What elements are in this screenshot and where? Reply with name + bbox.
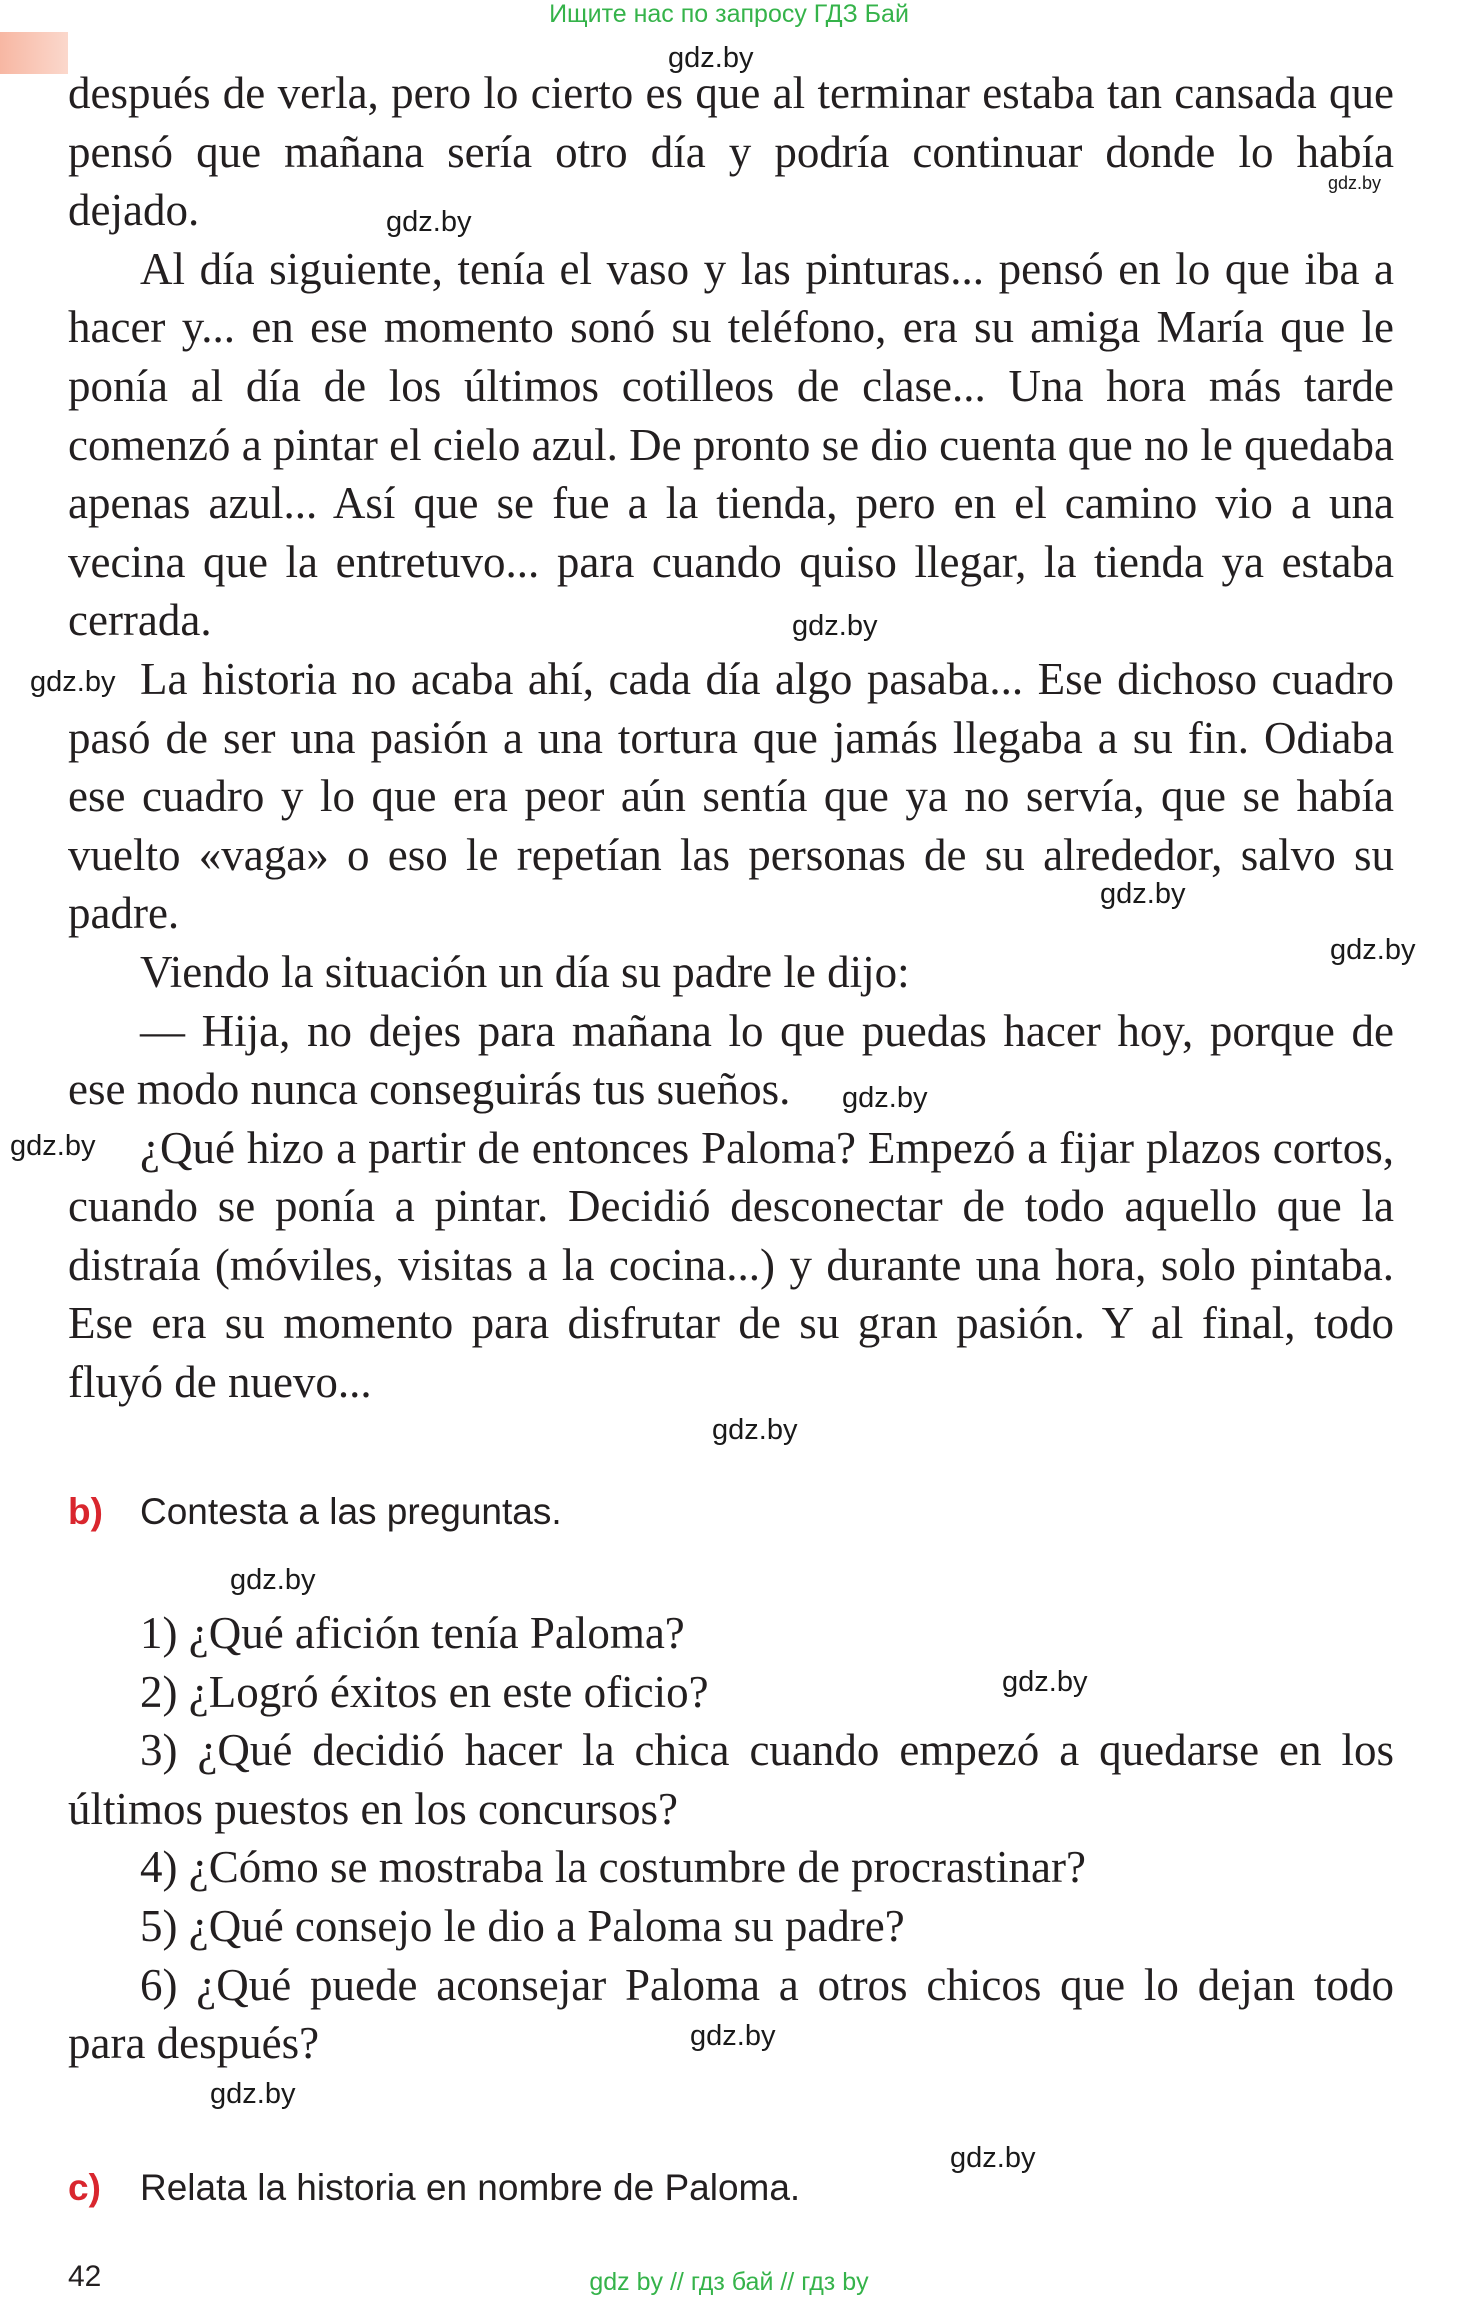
page-number: 42 bbox=[68, 2260, 102, 2293]
watermark: gdz.by bbox=[1002, 1666, 1088, 1698]
question-list bbox=[68, 1604, 1394, 2073]
question-item: 1) ¿Qué afición tenía Paloma? bbox=[140, 1608, 685, 1658]
page-corner-tab bbox=[0, 32, 68, 74]
story-paragraph: Al día siguiente, tenía el vaso y las pinturas... pensó en lo que iba a hacer y... en ese momento sonó su teléfono, era su amiga María que le ponía al día de los últimos cotilleos de clase... Una hora más tarde comenzó a pintar el cielo azul. De pronto se dio cuenta que no le quedaba apenas azul... Así que se fue a la tienda, pero en el camino vio a una vecina que la entretuvo... para cuando quiso llegar, la tienda ya estaba cerrada. bbox=[68, 243, 1394, 646]
watermark: gdz.by bbox=[950, 2142, 1036, 2174]
watermark: gdz.by bbox=[668, 42, 754, 74]
section-c-heading bbox=[68, 2166, 800, 2210]
story-paragraph: Viendo la situación un día su padre le dijo: bbox=[140, 946, 910, 997]
watermark: gdz.by bbox=[712, 1414, 798, 1446]
story-text bbox=[68, 64, 1394, 1412]
watermark: gdz.by bbox=[210, 2078, 296, 2110]
watermark: gdz.by bbox=[30, 666, 116, 698]
question-item: 4) ¿Cómo se mostraba la costumbre de procrastinar? bbox=[140, 1842, 1086, 1893]
section-letter: c) bbox=[68, 2167, 101, 2208]
watermark: gdz.by bbox=[386, 206, 472, 238]
watermark: gdz.by bbox=[690, 2020, 776, 2052]
question-item: 3) ¿Qué decidió hacer la chica cuando empezó a quedarse en los últimos puestos en los concursos? bbox=[68, 1725, 1394, 1834]
section-label: Contesta a las preguntas. bbox=[140, 1491, 562, 1532]
top-banner[interactable]: Ищите нас по запросу ГДЗ Бай bbox=[549, 0, 909, 28]
dialogue-line: — Hija, no dejes para mañana lo que puedas hacer hoy, porque de ese modo nunca conseguirás tus sueños. bbox=[68, 1005, 1394, 1115]
question-item: 2) ¿Logró éxitos en este oficio? bbox=[140, 1666, 709, 1717]
question-item: 5) ¿Qué consejo le dio a Paloma su padre? bbox=[140, 1900, 905, 1951]
watermark: gdz.by bbox=[792, 610, 878, 642]
watermark: gdz.by bbox=[1328, 173, 1382, 193]
story-paragraph: La historia no acaba ahí, cada día algo pasaba... Ese dichoso cuadro pasó de ser una pasión a una tortura que jamás llegaba a su fin. Odiaba ese cuadro y lo que era peor aún sentía que ya no servía, que se había vuelto «vaga» o eso le repetían las personas de su alrededor, salvo su padre. bbox=[68, 653, 1394, 939]
story-paragraph: ¿Qué hizo a partir de entonces Paloma? Empezó a fijar plazos cortos, cuando se ponía a pintar. Decidió desconectar de todo aquello que la distraía (móviles, visitas a la cocina...) y durante una hora, solo pintaba. Ese era su momento para disfrutar de su gran pasión. Y al final, todo fluyó de nuevo... bbox=[68, 1122, 1394, 1408]
footer-links[interactable]: gdz by // гдз бай // гдз by bbox=[589, 2268, 869, 2296]
watermark: gdz.by bbox=[1100, 878, 1186, 910]
section-label: Relata la historia en nombre de Paloma. bbox=[140, 2167, 801, 2208]
watermark: gdz.by bbox=[842, 1082, 928, 1114]
section-b-heading bbox=[68, 1490, 562, 1534]
watermark: gdz.by bbox=[230, 1564, 316, 1596]
watermark: gdz.by bbox=[10, 1130, 96, 1162]
section-letter: b) bbox=[68, 1491, 103, 1532]
story-paragraph: después de verla, pero lo cierto es que al terminar estaba tan cansada que pensó que mañana sería otro día y podría continuar donde lo había dejado. bbox=[68, 68, 1394, 236]
question-item: 6) ¿Qué puede aconsejar Paloma a otros chicos que lo dejan todo para después? bbox=[68, 1959, 1394, 2069]
watermark: gdz.by bbox=[1330, 934, 1416, 966]
